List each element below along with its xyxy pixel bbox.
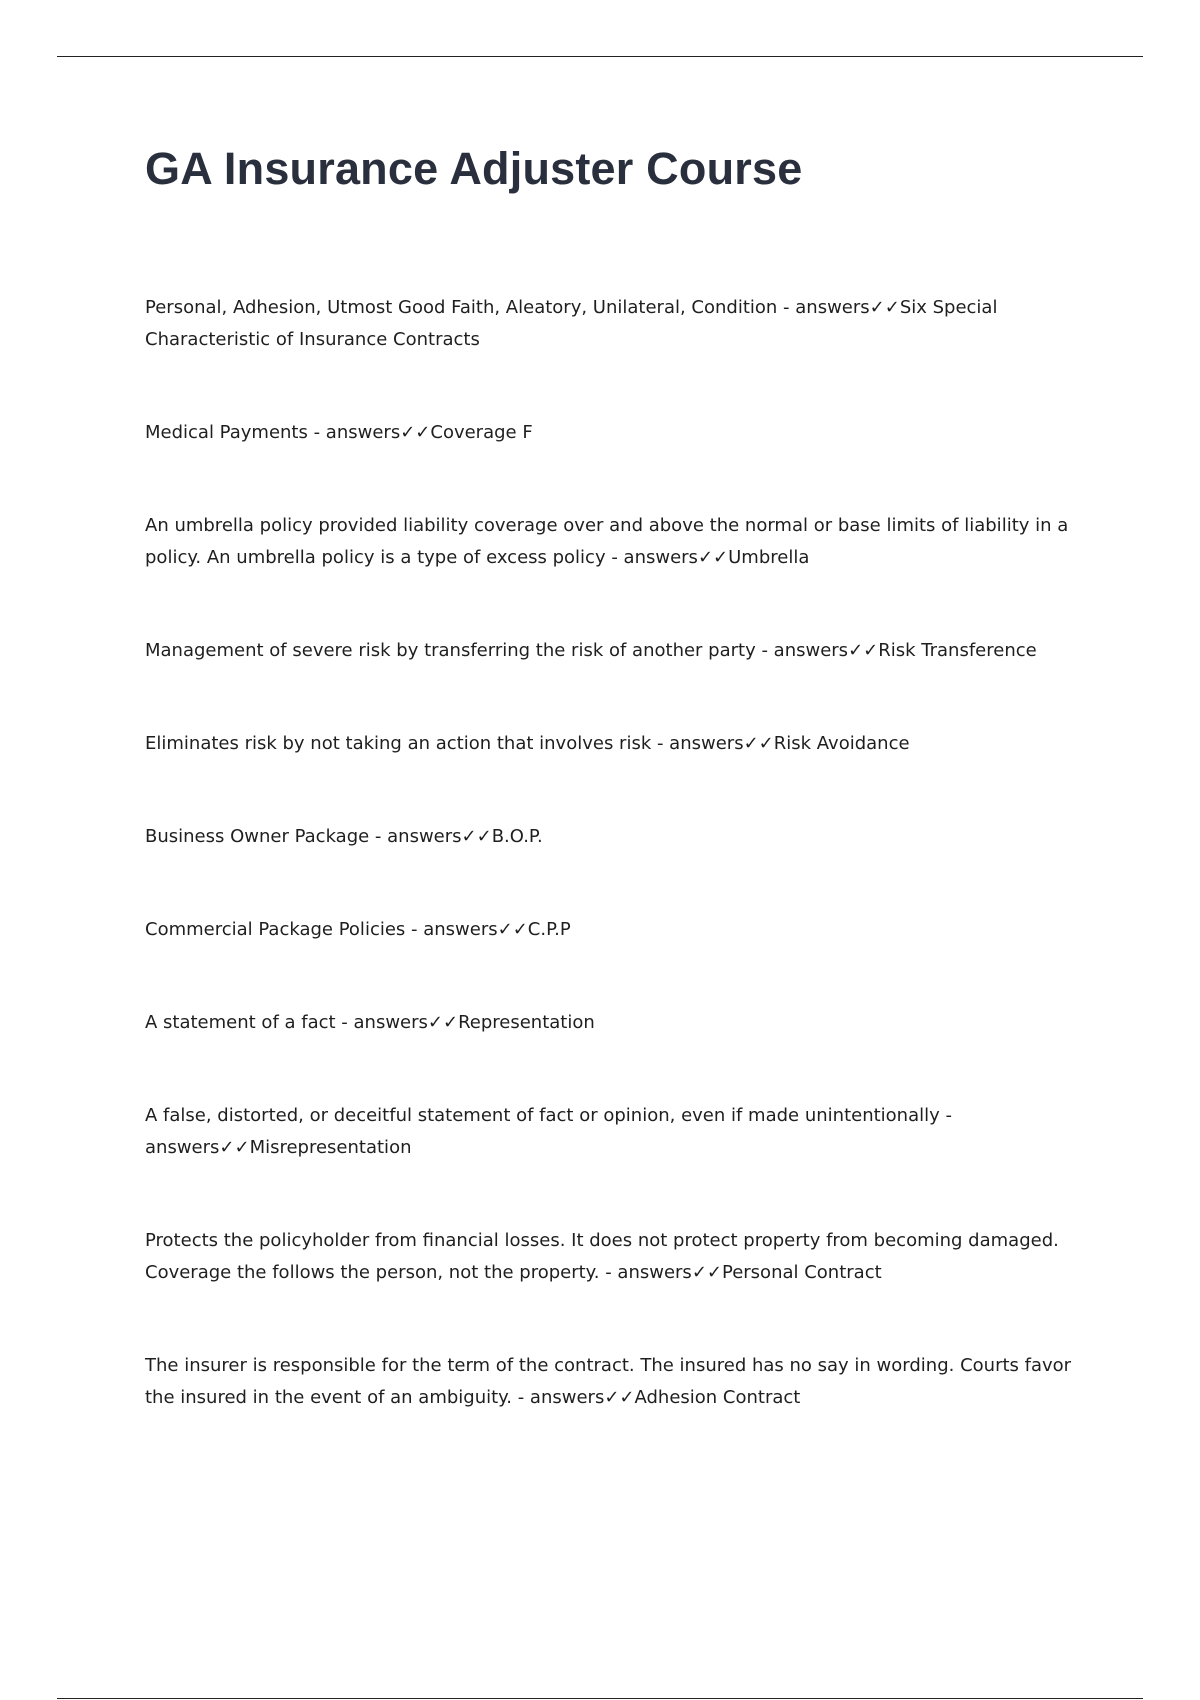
entry-answer: Personal Contract bbox=[721, 1262, 882, 1283]
double-check-icon: ✓✓ bbox=[497, 919, 528, 940]
double-check-icon: ✓✓ bbox=[697, 547, 729, 568]
double-check-icon: ✓✓ bbox=[219, 1137, 250, 1158]
double-check-icon: ✓✓ bbox=[400, 422, 431, 443]
entry-question: An umbrella policy provided liability coverage over and above the normal or base limits of liability in a policy. An umbrella policy is a type of excess policy - answers bbox=[145, 515, 1069, 568]
entry-question: Protects the policyholder from financial losses. It does not protect property from becoming damaged. Coverage the follows the person, not the property. - answers bbox=[145, 1230, 1059, 1283]
double-check-icon: ✓✓ bbox=[691, 1262, 722, 1283]
flashcard-entry bbox=[145, 1225, 1080, 1289]
double-check-icon: ✓✓ bbox=[604, 1387, 635, 1408]
flashcard-entry bbox=[145, 1007, 1080, 1039]
entry-question: Management of severe risk by transferring the risk of another party - answers bbox=[145, 640, 849, 661]
flashcard-entry bbox=[145, 1350, 1080, 1414]
entry-answer: Six Special Characteristic of Insurance Contracts bbox=[145, 297, 998, 350]
entry-answer: Representation bbox=[458, 1012, 595, 1033]
entry-question: Commercial Package Policies - answers bbox=[145, 919, 498, 940]
double-check-icon: ✓✓ bbox=[848, 640, 879, 661]
top-divider bbox=[57, 56, 1143, 57]
page-title: GA Insurance Adjuster Course bbox=[145, 143, 803, 194]
flashcard-entry bbox=[145, 510, 1080, 574]
entry-answer: Risk Transference bbox=[878, 640, 1037, 661]
double-check-icon: ✓✓ bbox=[461, 826, 492, 847]
entry-answer: Adhesion Contract bbox=[634, 1387, 801, 1408]
flashcard-entry bbox=[145, 292, 1080, 356]
flashcard-entry bbox=[145, 635, 1080, 667]
entry-question: A statement of a fact - answers bbox=[145, 1012, 428, 1033]
entry-question: Eliminates risk by not taking an action that involves risk - answers bbox=[145, 733, 744, 754]
entry-question: A false, distorted, or deceitful statement of fact or opinion, even if made unintentionally - answers bbox=[145, 1105, 952, 1158]
double-check-icon: ✓✓ bbox=[869, 297, 900, 318]
entry-answer: B.O.P. bbox=[491, 826, 543, 847]
entry-answer: Risk Avoidance bbox=[773, 733, 910, 754]
flashcard-entry bbox=[145, 914, 1080, 946]
entry-question: Business Owner Package - answers bbox=[145, 826, 462, 847]
entry-question: Medical Payments - answers bbox=[145, 422, 401, 443]
bottom-divider bbox=[57, 1698, 1143, 1699]
flashcard-entry bbox=[145, 1100, 1080, 1164]
entry-answer: C.P.P bbox=[527, 919, 571, 940]
flashcard-entry bbox=[145, 728, 1080, 760]
entry-answer: Coverage F bbox=[430, 422, 533, 443]
entry-answer: Misrepresentation bbox=[249, 1137, 412, 1158]
double-check-icon: ✓✓ bbox=[427, 1012, 459, 1033]
double-check-icon: ✓✓ bbox=[743, 733, 774, 754]
flashcard-entry bbox=[145, 417, 1080, 449]
entry-question: Personal, Adhesion, Utmost Good Faith, Aleatory, Unilateral, Condition - answers bbox=[145, 297, 870, 318]
flashcard-entry bbox=[145, 821, 1080, 853]
flashcard-list bbox=[145, 292, 1080, 1414]
entry-answer: Umbrella bbox=[728, 547, 810, 568]
entry-question: The insurer is responsible for the term of the contract. The insured has no say in wording. Courts favor the insured in the event of an ambiguity. - answers bbox=[145, 1355, 1072, 1408]
